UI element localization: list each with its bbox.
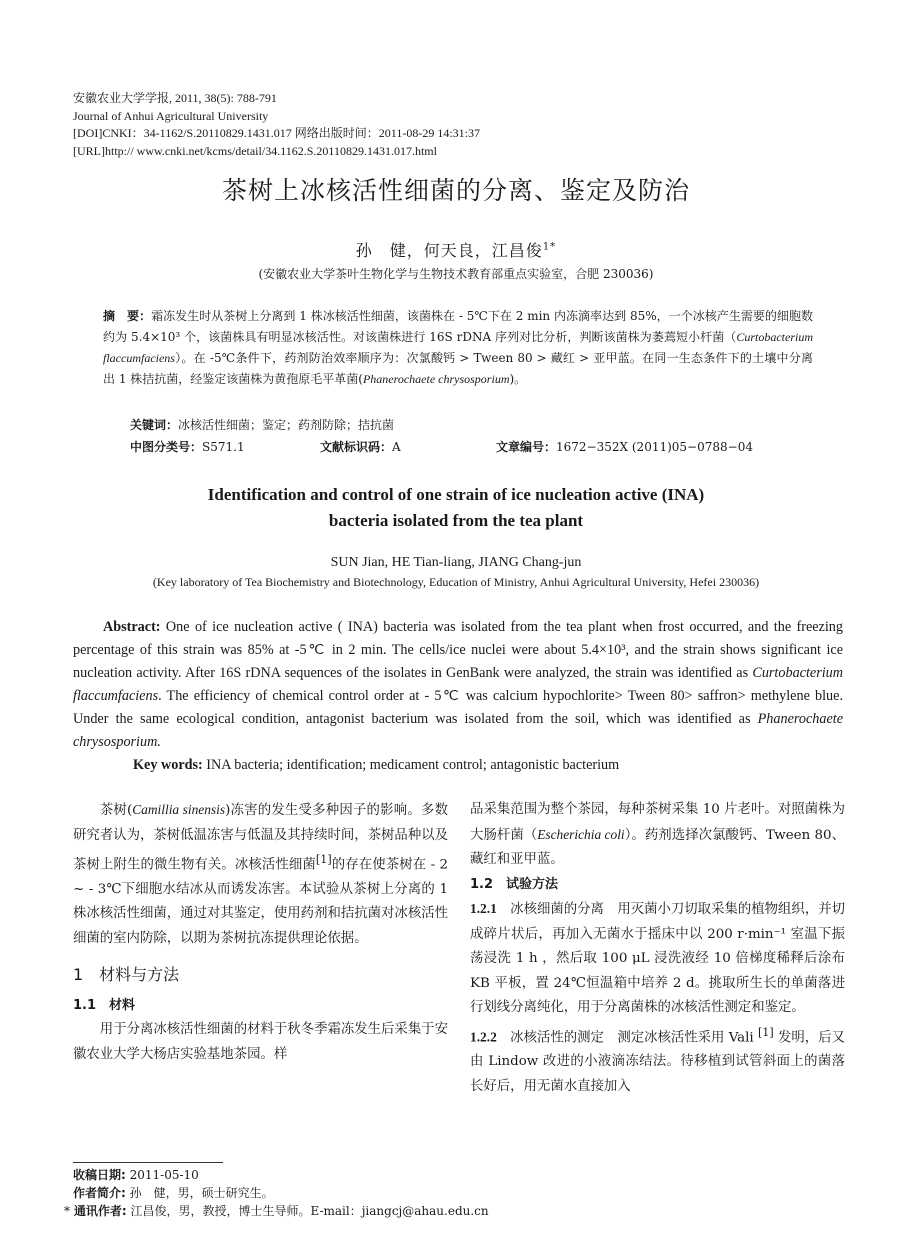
intro-paragraph [73,798,448,951]
article-no-label: 文章编号： [496,440,557,454]
materials-paragraph: 用于分离冰核活性细菌的材料于秋冬季霜冻发生后采集于安徽农业大学大杨店实验基地茶园。样 [73,1022,448,1062]
chinese-abstract [103,306,813,390]
clc-label: 中图分类号： [130,440,203,454]
doc-code-value: A [392,440,401,454]
footnote-label: 作者简介: [73,1186,126,1200]
chinese-keywords [130,415,820,435]
species-name: Phanerochaete chrysosporium [362,372,510,386]
doc-code-label: 文献标识码： [320,440,393,454]
method-paragraph-2 [470,1021,845,1100]
footnote-label: 收稿日期: [73,1168,126,1182]
english-affiliation: (Key laboratory of Tea Biochemistry and Biotechnology, Education of Ministry, Anhui Agricultural University, Hefei 230036) [152,575,760,589]
intro-text: 茶树( [99,803,133,818]
body-text: 品采集范围为整个茶园，每种茶树采集 10 片老叶。对照菌株为大肠杆菌（ [470,802,845,843]
abstract-text-cn-3: )。 [509,372,527,386]
keywords-en [73,754,843,777]
method-paragraph-1 [470,897,845,1021]
journal-header [73,90,793,160]
citation-ref: [1] [315,853,332,866]
footnote-text: 江昌俊，男，教授，博士生导师。E-mail：jiangcj@ahau.edu.cn [126,1204,489,1218]
chinese-title: 茶树上冰核活性细菌的分离、鉴定及防治 [221,176,690,205]
chinese-authors [0,238,912,261]
doi-line: [DOI]CNKI：34-1162/S.20110829.1431.017 网络出版时间：2011-08-29 14:31:37 [73,126,480,140]
abstract-text-cn-1: 霜冻发生时从茶树上分离到 1 株冰核活性细菌，该菌株在 - 5℃下在 2 min 内冻滴率达到 85%，一个冰核产生需要的细胞数约为 5.4×10³ 个，该菌株具有明显冰核活性。对该菌株进行 16S rDNA 序列对比分析，判断该菌株为萎蔫短小杆菌（ [103,309,813,344]
author-affiliation-mark: 1* [542,241,557,253]
abstract-label-cn: 摘 要： [103,309,152,323]
section-heading: 1 材料与方法 [73,965,180,985]
journal-citation-cn: 安徽农业大学学报, 2011, 38(5): 788-791 [73,91,277,105]
body-column-right [470,798,845,1099]
footnote-corresponding [64,1202,853,1220]
subsubsection-title: 冰核细菌的分离 [496,902,618,917]
species-name: Escherichia coli [537,826,625,842]
english-title [0,482,912,534]
species-name: Camillia sinensis [132,802,226,817]
abstract-label-en: Abstract: [103,619,161,635]
body-text: 发明，后又由 Lindow 改进的小液滴冻结法。待移植到试管斜面上的菌落长好后，用无菌水直接加入 [470,1029,845,1094]
body-column-left [73,798,448,1067]
materials-paragraph-cont [470,798,845,873]
species-name: Curtobacterium flaccumfaciens [73,665,843,704]
keywords-label-en: Key words: [133,757,203,773]
subsubsection-number: 1.2.2 [470,1028,497,1044]
species-name: Curtobacterium flaccumfaciens [103,330,813,365]
keywords-text-en: INA bacteria; identification; medicament control; antagonistic bacterium [202,757,620,773]
species-name: Phanerochaete chrysosporium. [73,711,843,750]
intro-text: 的存在使茶树在 - 2 ~ - 3℃下细胞水结冰从而诱发冻害。本试验从茶树上分离的 1 株冰核活性细菌，通过对其鉴定，使用药剂和拮抗菌对冰核活性细菌的室内防除，以期为茶树抗冻提供理论依据。 [73,857,448,946]
footnote-text: 2011-05-10 [125,1168,199,1182]
footnote-text: 孙 健，男，硕士研究生。 [125,1186,274,1200]
english-abstract [73,616,843,777]
body-text: 用灭菌小刀切取采集的植物组织，并切成碎片状后，再加入无菌水于摇床中以 200 r·min⁻¹ 室温下振荡浸洗 1 h ，然后取 100 μL 浸洗液经 10 倍梯度稀释后涂布 KB 平板，置 24℃恒温箱中培养 2 d。挑取所生长的单菌落进行划线分离纯化，用于分离菌株的冰核活性测定和鉴定。 [470,902,846,1015]
footnote-label: 通讯作者: [73,1204,127,1218]
clc-value: S571.1 [202,440,245,454]
abstract-text-en-2: . The efficiency of chemical control order at - 5℃ was calcium hypochlorite> Tween 80> saffron> methylene blue. Under the same ecological condition, antagonist bacterium was isolated from the soil, which was identified as [73,688,843,727]
clc-number [130,438,245,455]
abstract-paragraph-en [73,616,843,754]
footnote-mark: * [64,1204,74,1218]
subsubsection-title: 冰核活性的测定 [496,1029,618,1045]
footnote-received [73,1166,853,1184]
footnote-author [73,1184,853,1202]
abstract-text-cn-2: ）。在 -5℃条件下，药剂防治效率顺序为：次氯酸钙 > Tween 80 > 藏红 > 亚甲蓝。在同一生态条件下的土壤中分离出 1 株拮抗菌，经鉴定该菌株为黄孢原毛平革菌( [103,351,813,386]
url-line: [URL]http:// www.cnki.net/kcms/detail/34.1162.S.20110829.1431.017.html [73,143,437,158]
english-authors: SUN Jian, HE Tian-liang, JIANG Chang-jun [330,555,582,570]
intro-text: )冻害的发生受多种因子的影响。多数研究者认为，茶树低温冻害与低温及其持续时间，茶树品种以及茶树上附生的微生物有关。冰核活性细菌 [73,803,448,873]
subsection-heading: 1.2 试验方法 [470,876,559,892]
article-number [496,438,753,455]
author-names: 孙 健，何天良，江昌俊 [355,241,543,260]
citation-ref: [1] [757,1025,774,1039]
body-text: 测定冰核活性采用 Vali [617,1029,758,1045]
footnote-divider [73,1162,223,1163]
keywords-text-cn: 冰核活性细菌；鉴定；药剂防除；拮抗菌 [178,418,395,432]
abstract-text-en-1: One of ice nucleation active ( INA) bacteria was isolated from the tea plant when frost occurred, and the freezing percentage of this strain was 85% at -5℃ in 2 min. The cells/ice nuclei were about 5.4×10³, and the strain shows significant ice nucleation activity. After 16S rDNA sequences of the isolates in GenBank were analyzed, the strain was identified as [73,619,843,681]
subsubsection-number: 1.2.1 [470,901,497,916]
journal-name-en: Journal of Anhui Agricultural University [73,108,269,123]
body-text: ）。药剂选择次氯酸钙、Tween 80、藏红和亚甲蓝。 [470,827,846,867]
keywords-label-cn: 关键词： [130,418,179,432]
subsection-heading: 1.1 材料 [73,997,136,1013]
document-code [320,438,401,455]
footnotes [64,1166,853,1220]
english-title-line-1: Identification and control of one strain of ice nucleation active (INA) [207,485,705,504]
chinese-affiliation: (安徽农业大学茶叶生物化学与生物技术教育部重点实验室，合肥 230036) [258,267,654,281]
english-title-line-2: bacteria isolated from the tea plant [328,511,584,530]
article-no-value: 1672−352X (2011)05−0788−04 [556,440,753,454]
